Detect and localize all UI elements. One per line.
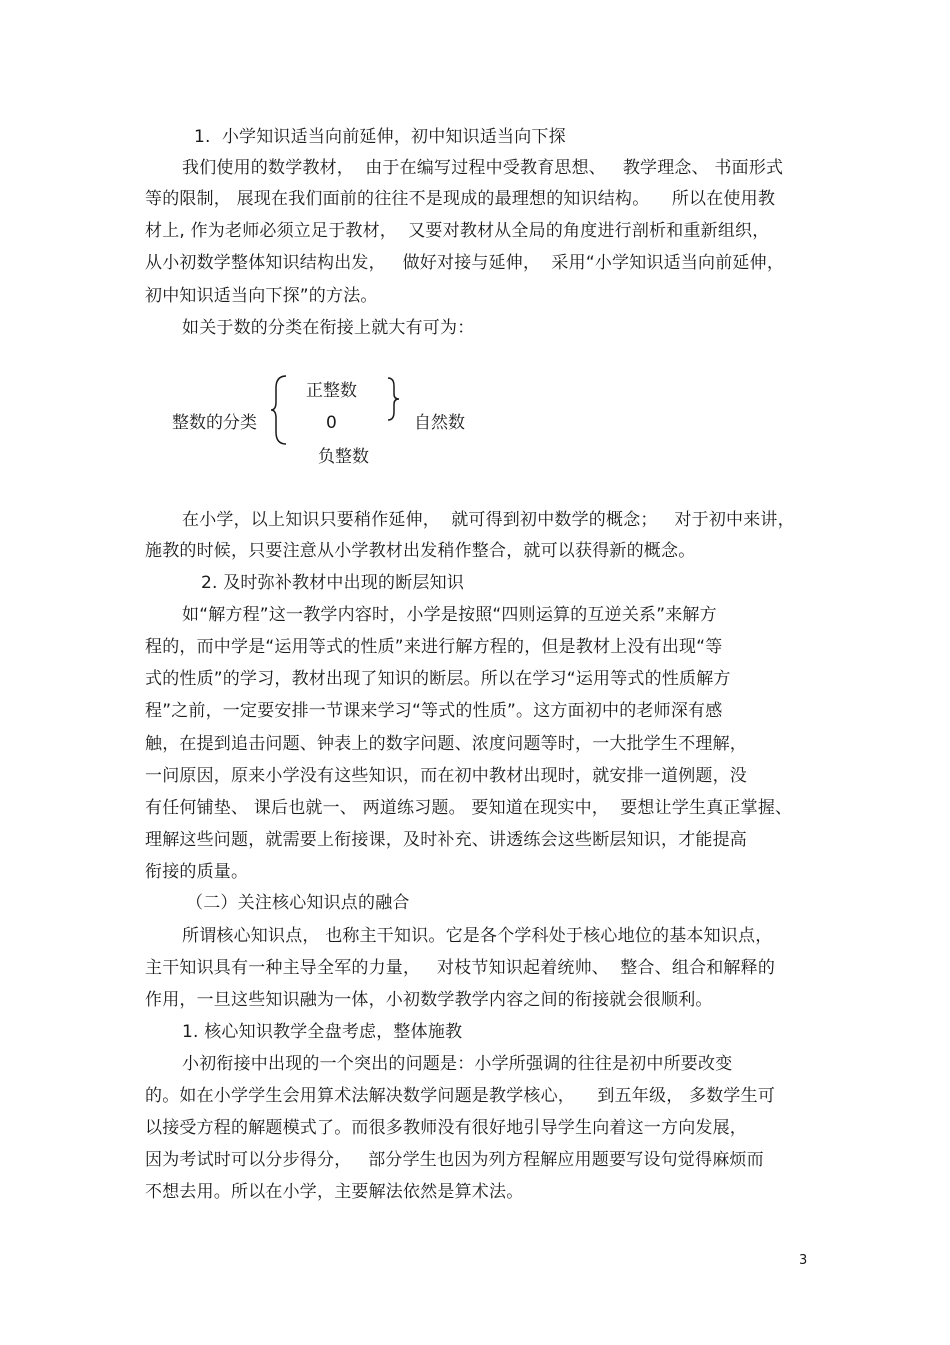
paragraph-line: 不想去用。所以在小学，主要解法依然是算术法。: [145, 1182, 524, 1202]
heading-1-core-teaching: 1. 核心知识教学全盘考虑，整体施教: [182, 1022, 463, 1042]
paragraph-line: 的。如在小学学生会用算术法解决数学问题是教学核心， 到五年级， 多数学生可: [145, 1086, 776, 1106]
diagram-label: 整数的分类: [172, 413, 257, 433]
paragraph-line: 有任何铺垫、 课后也就一、 两道练习题。 要知道在现实中， 要想让学生真正掌握、: [145, 798, 793, 818]
heading-1-extension: 1. 小学知识适当向前延伸，初中知识适当向下探: [194, 127, 566, 147]
paragraph-line: 理解这些问题，就需要上衔接课，及时补充、讲透练会这些断层知识，才能提高: [145, 830, 747, 850]
paragraph-line: 初中知识适当向下探”的方法。: [145, 286, 378, 306]
paragraph-line: 衔接的质量。: [145, 862, 249, 882]
heading-2-gap-knowledge: 2. 及时弥补教材中出现的断层知识: [201, 573, 465, 593]
paragraph-line: 在小学，以上知识只要稍作延伸， 就可得到初中数学的概念； 对于初中来讲，: [182, 510, 795, 530]
paragraph-line: 材上, 作为老师必须立足于教材， 又要对教材从全局的角度进行剖析和重新组织，: [145, 221, 770, 241]
paragraph-line: 我们使用的数学教材， 由于在编写过程中受教育思想、 教学理念、 书面形式: [182, 158, 784, 178]
paragraph-line: 如“解方程”这一教学内容时，小学是按照“四则运算的互逆关系”来解方: [182, 605, 717, 625]
section-heading-core-knowledge: （二）关注核心知识点的融合: [186, 893, 410, 913]
paragraph-line: 所谓核心知识点， 也称主干知识。它是各个学科处于核心地位的基本知识点，: [182, 926, 773, 946]
diagram-item-zero: 0: [326, 413, 337, 433]
right-brace-icon: [386, 376, 400, 422]
paragraph-line: 一问原因，原来小学没有这些知识，而在初中教材出现时，就安排一道例题，没: [145, 766, 747, 786]
page-number: 3: [799, 1253, 808, 1268]
paragraph-line: 作用，一旦这些知识融为一体，小初数学教学内容之间的衔接就会很顺利。: [145, 990, 713, 1010]
paragraph-line: 如关于数的分类在衔接上就大有可为：: [182, 318, 475, 338]
paragraph-line: 触，在提到追击问题、钟表上的数字问题、浓度问题等时，一大批学生不理解，: [145, 734, 747, 754]
paragraph-line: 等的限制， 展现在我们面前的往往不是现成的最理想的知识结构。 所以在使用教: [145, 189, 776, 209]
paragraph-line: 主干知识具有一种主导全军的力量， 对枝节知识起着统帅、 整合、组合和解释的: [145, 958, 776, 978]
paragraph-line: 程”之前，一定要安排一节课来学习“等式的性质”。这方面初中的老师深有感: [145, 701, 723, 721]
paragraph-line: 因为考试时可以分步得分， 部分学生也因为列方程解应用题要写设句觉得麻烦而: [145, 1150, 764, 1170]
left-brace-icon: [270, 374, 290, 446]
paragraph-line: 式的性质”的学习，教材出现了知识的断层。所以在学习“运用等式的性质解方: [145, 669, 731, 689]
paragraph-line: 施教的时候，只要注意从小学教材出发稍作整合，就可以获得新的概念。: [145, 541, 696, 561]
paragraph-line: 小初衔接中出现的一个突出的问题是：小学所强调的往往是初中所要改变: [182, 1054, 733, 1074]
diagram-item-negative: 负整数: [318, 447, 369, 467]
diagram-item-positive: 正整数: [306, 381, 357, 401]
paragraph-line: 程的，而中学是“运用等式的性质”来进行解方程的，但是教材上没有出现“等: [145, 637, 723, 657]
paragraph-line: 从小初数学整体知识结构出发， 做好对接与延伸， 采用“小学知识适当向前延伸，: [145, 253, 785, 273]
diagram-result: 自然数: [414, 413, 465, 433]
paragraph-line: 以接受方程的解题模式了。而很多教师没有很好地引导学生向着这一方向发展，: [145, 1118, 747, 1138]
